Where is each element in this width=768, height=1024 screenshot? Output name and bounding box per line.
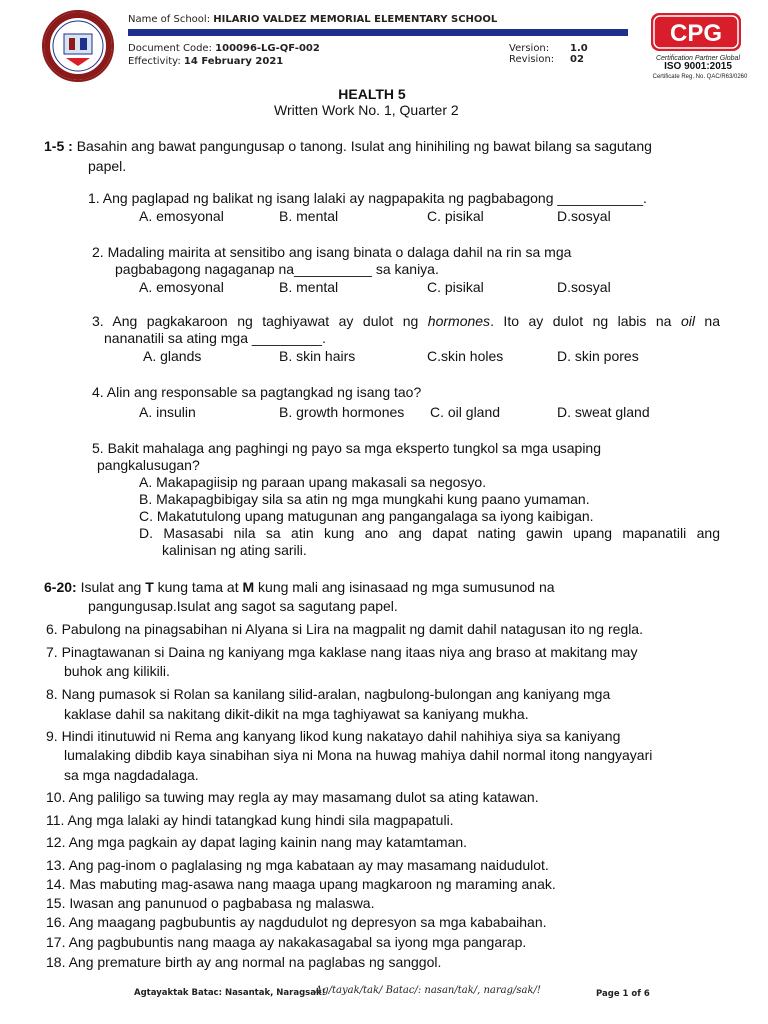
page-subtitle: Written Work No. 1, Quarter 2 bbox=[274, 102, 459, 118]
section2-pre: Isulat ang bbox=[76, 579, 146, 595]
question-2-choice-c: C. pisikal bbox=[427, 279, 484, 295]
question-2-stem: 2. Madaling mairita at sensitibo ang isang binata o dalaga dahil na rin sa mga bbox=[92, 244, 572, 260]
question-2-choice-d: D.sosyal bbox=[557, 279, 611, 295]
item-9-line2: lumalaking dibdib kaya sinabihan siya ni Mona na huwag mahiya dahil normal itong nangyayari bbox=[64, 747, 653, 763]
question-3-choice-c: C.skin holes bbox=[427, 348, 504, 364]
question-1-stem: 1. Ang paglapad ng balikat ng isang lalaki ay nagpapakita ng pagbabagong ___________. bbox=[88, 190, 647, 206]
section1-instruction bbox=[44, 138, 652, 154]
question-1-choice-d: D.sosyal bbox=[557, 208, 611, 224]
question-4-choice-a: A. insulin bbox=[139, 404, 196, 420]
item-7: 7. Pinagtawanan si Daina ng kaniyang mga kaklase nang itaas niya ang braso at makitang may bbox=[46, 644, 638, 660]
section2-post: kung mali ang isinasaad ng mga sumusunod na bbox=[254, 579, 555, 595]
section1-range: 1-5 : bbox=[44, 138, 73, 154]
question-3-choice-b: B. skin hairs bbox=[279, 348, 356, 364]
question-3-hormones: hormones bbox=[427, 313, 491, 329]
school-name-row bbox=[128, 14, 497, 25]
section2-range: 6-20: bbox=[44, 579, 77, 595]
item-7-line2: buhok ang kilikili. bbox=[64, 663, 170, 679]
question-4-stem: 4. Alin ang responsable sa pagtangkad ng isang tao? bbox=[92, 384, 422, 400]
item-13: 13. Ang pag-inom o paglalasing ng mga kabataan ay may masamang naidudulot. bbox=[46, 857, 549, 873]
page-number: Page 1 of 6 bbox=[596, 989, 650, 999]
question-1-choice-c: C. pisikal bbox=[427, 208, 484, 224]
question-3-choice-d: D. skin pores bbox=[557, 348, 639, 364]
revision-value: 02 bbox=[570, 54, 584, 65]
effectivity-row bbox=[128, 56, 283, 67]
item-8: 8. Nang pumasok si Rolan sa kanilang silid-aralan, nagbulong-bulongan ang kaniyang mga bbox=[46, 686, 611, 702]
cert-reg-no: Certificate Reg. No. QAC/R63/0260 bbox=[652, 74, 748, 80]
item-6: 6. Pabulong na pinagsabihan ni Alyana si Lira na magpalit ng damit dahil natagusan ito ng regla. bbox=[46, 621, 643, 637]
school-seal-icon bbox=[42, 10, 114, 82]
cert-partner: Certification Partner Global bbox=[655, 55, 741, 62]
question-5-choice-b: B. Makapagbibigay sila sa atin ng mga mungkahi kung paano yumaman. bbox=[139, 491, 590, 507]
item-9: 9. Hindi itinutuwid ni Rema ang kanyang likod kung nakatayo dahil nahihiya siya sa kaniyang bbox=[46, 728, 621, 744]
section2-mid: kung tama at bbox=[153, 579, 243, 595]
question-3-oil: oil bbox=[680, 313, 695, 329]
footer-pronunciation: Ag/tayak/tak/ Batac/: nasan/tak/, narag/sak/! bbox=[315, 985, 541, 996]
question-3-stem-c: na bbox=[694, 313, 721, 329]
question-1-choice-b: B. mental bbox=[279, 208, 339, 224]
section2-instruction bbox=[44, 579, 555, 595]
doc-code-row bbox=[128, 43, 320, 54]
doc-code: 100096-LG-QF-002 bbox=[215, 43, 320, 54]
item-15: 15. Iwasan ang panunuod o pagbabasa ng malaswa. bbox=[46, 895, 375, 911]
question-2-stem-line2: pagbabagong nagaganap na__________ sa kaniya. bbox=[115, 261, 439, 277]
question-2-choice-b: B. mental bbox=[279, 279, 339, 295]
question-5-choice-c: C. Makatutulong upang matugunan ang pangangalaga sa iyong kaibigan. bbox=[139, 508, 594, 524]
version-label: Version: bbox=[509, 43, 550, 54]
section2-m: M bbox=[242, 579, 255, 595]
item-9-line3: sa mga nagdadalaga. bbox=[64, 767, 199, 783]
page-title: HEALTH 5 bbox=[338, 86, 406, 102]
question-4-choice-b: B. growth hormones bbox=[279, 404, 405, 420]
header-bar bbox=[128, 29, 628, 36]
iso-standard: ISO 9001:2015 bbox=[664, 61, 732, 72]
section2-line2: pangungusap.Isulat ang sagot sa sagutang papel. bbox=[88, 598, 398, 614]
question-5-choice-d: D. Masasabi nila sa atin kung ano ang dapat nating gawin upang mapanatili ang bbox=[139, 525, 720, 541]
question-3-choice-a: A. glands bbox=[143, 348, 202, 364]
version-value: 1.0 bbox=[570, 43, 588, 54]
item-8-line2: kaklase dahil sa nakitang dikit-dikit na mga taghiyawat sa kaniyang mukha. bbox=[64, 706, 529, 722]
item-16: 16. Ang maagang pagbubuntis ay nagdudulot ng depresyon sa mga kababaihan. bbox=[46, 914, 547, 930]
footer-motto: Agtayaktak Batac: Nasantak, Naragsak! bbox=[134, 988, 326, 998]
question-1-choice-a: A. emosyonal bbox=[139, 208, 224, 224]
cpg-logo-icon bbox=[650, 12, 742, 52]
cpg-logo-text: CPG bbox=[669, 20, 723, 47]
question-5-choice-a: A. Makapagiisip ng paraan upang makasali sa negosyo. bbox=[139, 474, 487, 490]
question-3-stem-line2: nananatili sa ating mga _________. bbox=[104, 330, 326, 346]
question-3-stem-a: 3. Ang pagkakaroon ng taghiyawat ay dulot ng bbox=[92, 313, 428, 329]
school-name: HILARIO VALDEZ MEMORIAL ELEMENTARY SCHOOL bbox=[213, 14, 498, 25]
item-11: 11. Ang mga lalaki ay hindi tatangkad kung hindi sila magpapatuli. bbox=[46, 812, 454, 828]
section1-line2: papel. bbox=[88, 158, 127, 174]
section1-line1: Basahin ang bawat pangungusap o tanong. Isulat ang hinihiling ng bawat bilang sa sagutang bbox=[76, 138, 652, 154]
effectivity-label: Effectivity: bbox=[128, 56, 181, 67]
item-14: 14. Mas mabuting mag-asawa nang maaga upang magkaroon ng maraming anak. bbox=[46, 876, 556, 892]
revision-label: Revision: bbox=[509, 54, 555, 65]
question-5-choice-d-line2: kalinisan ng ating sarili. bbox=[162, 542, 307, 558]
doc-code-label: Document Code: bbox=[128, 43, 212, 54]
question-4-choice-c: C. oil gland bbox=[430, 404, 501, 420]
section2-t: T bbox=[145, 579, 154, 595]
item-18: 18. Ang premature birth ay ang normal na paglabas ng sanggol. bbox=[46, 954, 442, 970]
item-10: 10. Ang paliligo sa tuwing may regla ay may masamang dulot sa ating katawan. bbox=[46, 789, 539, 805]
question-5-stem: 5. Bakit mahalaga ang paghingi ng payo sa mga eksperto tungkol sa mga usaping bbox=[92, 440, 602, 456]
question-3-stem-b: . Ito ay dulot ng labis na bbox=[490, 313, 681, 329]
effectivity: 14 February 2021 bbox=[183, 56, 284, 67]
school-label: Name of School: bbox=[128, 14, 211, 25]
item-17: 17. Ang pagbubuntis nang maaga ay nakakasagabal sa iyong mga pangarap. bbox=[46, 934, 527, 950]
question-5-stem-line2: pangkalusugan? bbox=[97, 457, 200, 473]
item-12: 12. Ang mga pagkain ay dapat laging kainin nang may katamtaman. bbox=[46, 834, 468, 850]
question-4-choice-d: D. sweat gland bbox=[557, 404, 650, 420]
question-2-choice-a: A. emosyonal bbox=[139, 279, 224, 295]
question-3-stem bbox=[92, 313, 720, 329]
